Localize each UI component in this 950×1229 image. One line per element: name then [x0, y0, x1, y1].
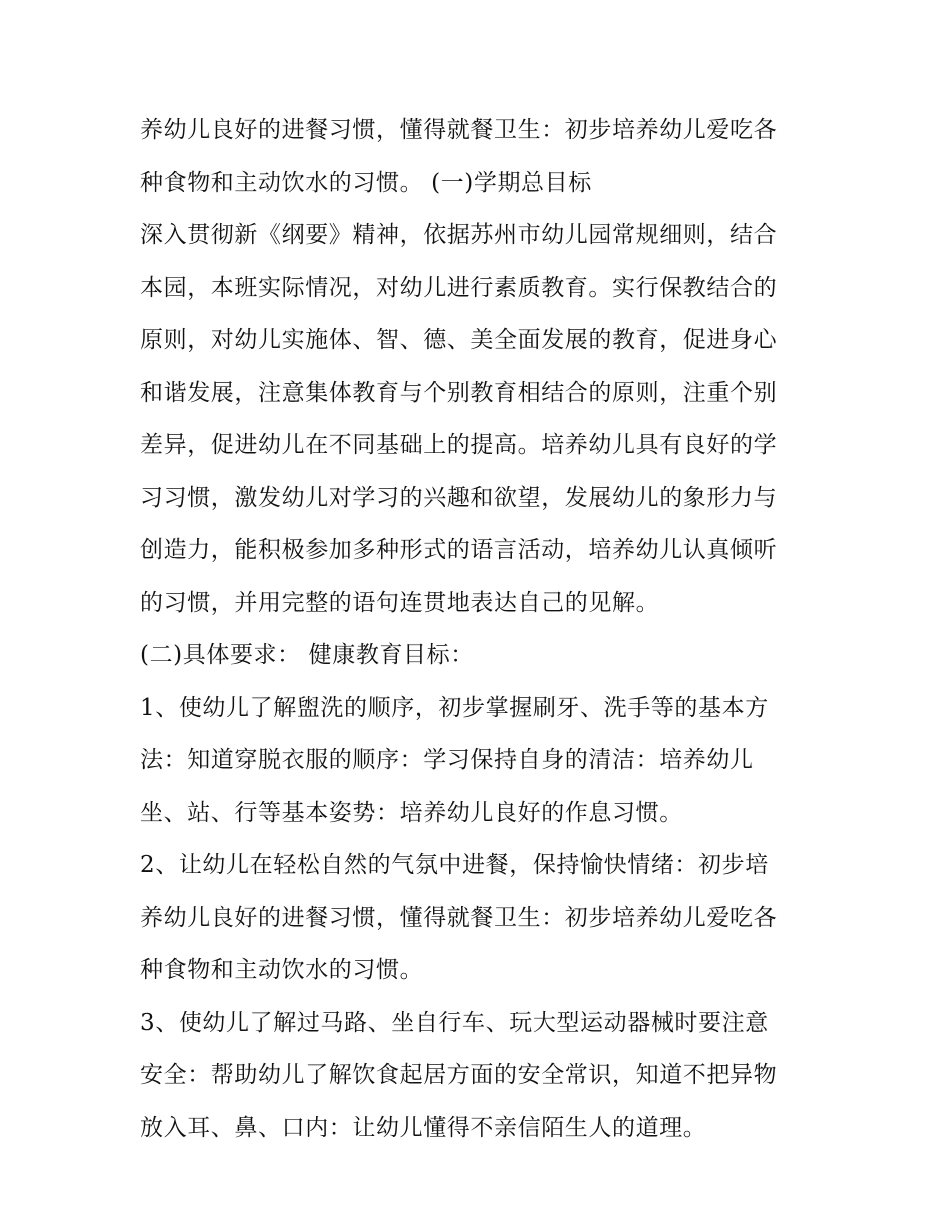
text-line: 深入贯彻新《纲要》精神，依据苏州市幼儿园常规细则，结合: [140, 222, 778, 248]
text-line: 放入耳、鼻、口内：让幼儿懂得不亲信陌生人的道理。: [140, 1114, 707, 1141]
text-line: 种食物和主动饮水的习惯。: [140, 957, 424, 983]
text-line: 3、使幼儿了解过马路、坐自行车、玩大型运动器械时要注意: [140, 1009, 769, 1036]
text-line: 养幼儿良好的进餐习惯，懂得就餐卫生：初步培养幼儿爱吃各: [140, 904, 778, 931]
text-line: 坐、站、行等基本姿势：培养幼儿良好的作息习惯。: [140, 799, 683, 826]
text-line: 创造力，能积极参加多种形式的语言活动，培养幼儿认真倾听: [140, 537, 778, 563]
text-line: 安全：帮助幼儿了解饮食起居方面的安全常识，知道不把异物: [140, 1062, 778, 1088]
text-line: 本园，本班实际情况，对幼儿进行素质教育。实行保教结合的: [140, 274, 778, 301]
text-line: 的习惯，并用完整的语句连贯地表达自己的见解。: [140, 589, 660, 616]
text-line: 种食物和主动饮水的习惯。 (一)学期总目标: [140, 169, 592, 196]
document-body: [140, 104, 820, 1154]
text-line: 原则，对幼儿实施体、智、德、美全面发展的教育，促进身心: [140, 327, 778, 353]
text-line: 法：知道穿脱衣服的顺序：学习保持自身的清洁：培养幼儿: [140, 747, 754, 773]
text-line: 习习惯，激发幼儿对学习的兴趣和欲望，发展幼儿的象形力与: [140, 484, 778, 511]
text-line: 2、让幼儿在轻松自然的气氛中进餐，保持愉快情绪：初步培: [140, 852, 769, 878]
text-line: 和谐发展，注意集体教育与个别教育相结合的原则，注重个别: [140, 379, 778, 406]
text-line: 差异，促进幼儿在不同基础上的提高。培养幼儿具有良好的学: [140, 432, 778, 458]
text-line: 养幼儿良好的进餐习惯，懂得就餐卫生：初步培养幼儿爱吃各: [140, 117, 778, 143]
text-line: 1、使幼儿了解盥洗的顺序，初步掌握刷牙、洗手等的基本方: [140, 694, 769, 721]
section-heading: (二)具体要求： 健康教育目标：: [140, 642, 474, 668]
